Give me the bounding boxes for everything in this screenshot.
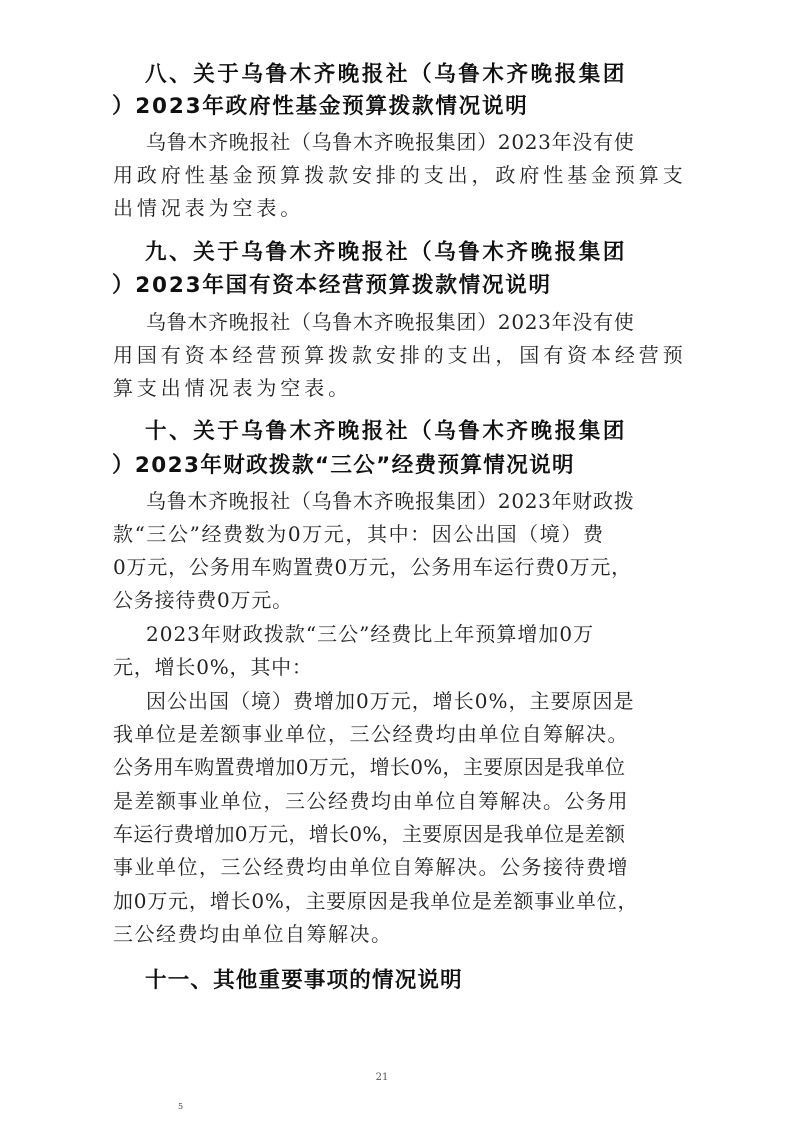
section-10-body-line-8: 我单位是差额事业单位，三公经费均由单位自筹解决。 xyxy=(113,722,629,746)
section-10-body-line-1: 乌鲁木齐晚报社（乌鲁木齐晚报集团）2023年财政拨 xyxy=(146,489,635,513)
section-10-body-line-6: 元，增长0%，其中： xyxy=(113,655,313,679)
section-10-body-line-9: 公务用车购置费增加0万元，增长0%，主要原因是我单位 xyxy=(113,755,626,779)
section-10-body-line-7: 因公出国（境）费增加0万元，增长0%，主要原因是 xyxy=(146,689,635,713)
section-8-body-line-2: 用政府性基金预算拨款安排的支出，政府性基金预算支 xyxy=(113,163,687,187)
section-10-body-line-14: 三公经费均由单位自筹解决。 xyxy=(113,922,393,946)
section-9-heading-line-1: 九、关于乌鲁木齐晚报社（乌鲁木齐晚报集团 xyxy=(145,240,628,265)
section-8-heading-line-2: ）2023年政府性基金预算拨款情况说明 xyxy=(112,94,529,119)
section-10-body-line-13: 加0万元，增长0%，主要原因是我单位是差额事业单位， xyxy=(113,889,639,913)
section-10-body-line-11: 车运行费增加0万元，增长0%，主要原因是我单位是差额 xyxy=(113,822,626,846)
section-10-body-line-2: 款“三公”经费数为0万元，其中：因公出国（境）费 xyxy=(113,522,605,546)
page-number: 21 xyxy=(375,1072,389,1083)
section-9-body-line-3: 算支出情况表为空表。 xyxy=(113,376,352,400)
section-8-heading-line-1: 八、关于乌鲁木齐晚报社（乌鲁木齐晚报集团 xyxy=(145,62,628,87)
section-10-body-line-10: 是差额事业单位，三公经费均由单位自筹解决。公务用 xyxy=(113,789,629,813)
section-10-body-line-4: 公务接待费0万元。 xyxy=(113,588,293,612)
section-9-body-line-2: 用国有资本经营预算拨款安排的支出，国有资本经营预 xyxy=(113,343,687,367)
corner-mark: 5 xyxy=(178,1102,184,1111)
section-10-heading-line-1: 十、关于乌鲁木齐晚报社（乌鲁木齐晚报集团 xyxy=(145,419,628,444)
section-9-body-line-1: 乌鲁木齐晚报社（乌鲁木齐晚报集团）2023年没有使 xyxy=(146,310,635,334)
section-10-body-line-5: 2023年财政拨款“三公”经费比上年预算增加0万 xyxy=(146,622,595,646)
section-11-heading: 十一、其他重要事项的情况说明 xyxy=(145,968,463,993)
section-8-body-line-1: 乌鲁木齐晚报社（乌鲁木齐晚报集团）2023年没有使 xyxy=(146,130,635,154)
section-10-heading-line-2: ）2023年财政拨款“三公”经费预算情况说明 xyxy=(112,453,575,478)
section-9-heading-line-2: ）2023年国有资本经营预算拨款情况说明 xyxy=(112,273,552,298)
section-8-body-line-3: 出情况表为空表。 xyxy=(113,196,305,220)
section-10-body-line-3: 0万元，公务用车购置费0万元，公务用车运行费0万元， xyxy=(113,555,632,579)
section-10-body-line-12: 事业单位，三公经费均由单位自筹解决。公务接待费增 xyxy=(113,855,629,879)
